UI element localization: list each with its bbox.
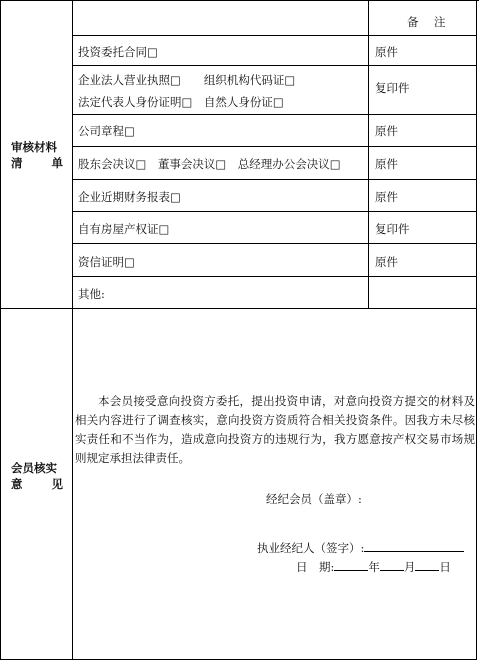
- material-item: 其他:: [78, 287, 105, 301]
- opinion-section-label-char: 见: [51, 477, 63, 491]
- opinion-section-label-char: 意: [11, 477, 23, 491]
- material-item: 企业法人营业执照□ 组织机构代码证□: [78, 73, 296, 87]
- member-seal-label: 经纪会员（盖章）:: [266, 492, 362, 506]
- date-year-label: 年: [368, 560, 380, 574]
- material-item: 资信证明□: [78, 255, 135, 269]
- remark-column-divider: [368, 0, 369, 309]
- date-month-label: 月: [403, 560, 416, 574]
- broker-sign-row: [257, 539, 464, 555]
- row-divider: [73, 35, 476, 36]
- material-remark: 原件: [375, 124, 398, 138]
- material-item: 公司章程□: [78, 124, 135, 138]
- material-remark: 复印件: [375, 222, 410, 236]
- row-divider: [73, 211, 476, 212]
- review-section-label-line1: 审核材料: [11, 140, 57, 154]
- material-remark: 原件: [375, 45, 398, 59]
- row-divider: [73, 276, 476, 277]
- material-remark: 原件: [375, 255, 398, 269]
- review-section-label-char: 清: [11, 156, 23, 170]
- member-statement: 本会员接受意向投资方委托，提出投资申请，对意向投资方提交的材料及相关内容进行了调查核实，意向投资方资质符合相关投资条件。因我方未尽核实责任和不当作为，造成意向投资方的违规行为，我方愿意按产权交易市场规则规定承担法律责任。: [75, 394, 475, 465]
- date-label: 日 期:: [296, 560, 335, 574]
- material-item: 自有房屋产权证□: [78, 222, 170, 236]
- date-day-line[interactable]: [415, 558, 439, 571]
- material-item: 投资委托合同□: [78, 45, 158, 59]
- material-remark: 原件: [375, 190, 398, 204]
- row-divider: [73, 65, 476, 66]
- table-border-right: [476, 0, 477, 660]
- row-divider: [73, 146, 476, 147]
- table-border-left: [0, 0, 1, 660]
- row-divider: [73, 179, 476, 180]
- material-item: 企业近期财务报表□: [78, 190, 181, 204]
- material-item: 法定代表人身份证明□ 自然人身份证□: [78, 95, 284, 109]
- broker-sign-label: 执业经纪人（签字）:: [257, 541, 365, 555]
- date-year-line[interactable]: [334, 558, 368, 571]
- date-month-line[interactable]: [380, 558, 404, 571]
- remark-header: 备 注: [407, 15, 448, 29]
- row-divider: [73, 114, 476, 115]
- broker-signature-line[interactable]: [364, 539, 464, 552]
- opinion-section-label-line1: 会员核实: [11, 461, 57, 475]
- opinion-section-label: [11, 460, 63, 492]
- material-remark: 原件: [375, 157, 398, 171]
- date-row: [296, 558, 451, 574]
- review-section-label: [11, 139, 63, 171]
- material-item: 股东会决议□ 董事会决议□ 总经理办公会决议□: [78, 157, 341, 171]
- date-day-label: 日: [439, 560, 451, 574]
- row-divider: [73, 243, 476, 244]
- material-remark: 复印件: [375, 81, 410, 95]
- review-section-label-char: 单: [51, 156, 63, 170]
- label-column-divider: [72, 0, 73, 660]
